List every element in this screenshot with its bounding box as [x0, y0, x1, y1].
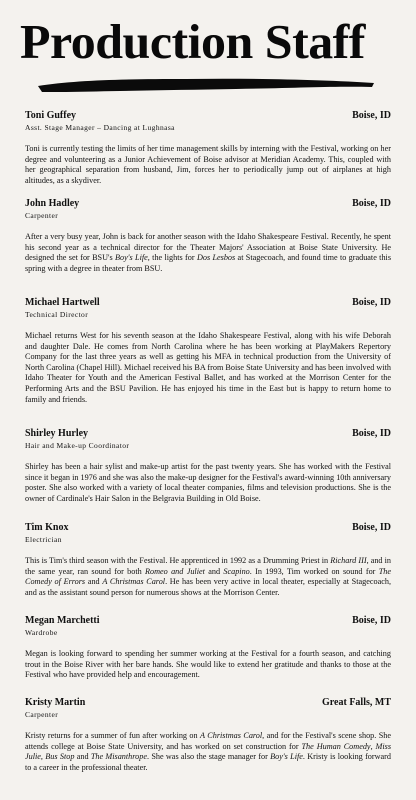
staff-location: Boise, ID — [352, 198, 391, 209]
staff-role: Carpenter — [25, 211, 59, 220]
staff-role: Electrician — [25, 535, 62, 544]
staff-role: Carpenter — [25, 710, 59, 719]
brush-stroke-divider — [36, 76, 376, 94]
staff-bio: After a very busy year, John is back for another season with the Idaho Shakespeare Festival. Recently, he spent his second year as a technical director for the Theater Majors' Association at Boise State University. He designed the set for BSU's Boy's Life, the lights for Dos Lesbos at Stagecoach, and found time to graduate this spring with a degree in theater from BSU. — [25, 232, 392, 273]
staff-role: Technical Director — [25, 310, 89, 319]
staff-bio: Megan is looking forward to spending her summer working at the Festival for a fourth season, and catching trout in the Boise River with her bare hands. She would like to extend her gratitude and thanks to those at the Festival who have provided help and encouragement. — [25, 649, 391, 680]
staff-entry-michael-hartwell — [25, 297, 391, 405]
staff-name: Kristy Martin — [25, 697, 86, 708]
staff-bio: This is Tim's third season with the Festival. He apprenticed in 1992 as a Drumming Priest in Richard III, and in the same year, ran sound for both Romeo and Juliet and Scapino. In 1993, Tim worked on sound for The Comedy of Errors and A Christmas Carol. He has been very active in local theater, especially at Stagecoach, and as the assistant sound person for numerous shows at the Morrison Center. — [25, 556, 392, 597]
staff-role: Asst. Stage Manager – Dancing at Lughnasa — [25, 123, 175, 132]
staff-location: Boise, ID — [352, 615, 391, 626]
staff-location: Boise, ID — [352, 428, 391, 439]
staff-name: John Hadley — [25, 198, 80, 209]
staff-location: Boise, ID — [352, 522, 391, 533]
staff-name: Tim Knox — [25, 522, 69, 533]
staff-entry-tim-knox — [25, 522, 391, 598]
staff-entry-john-hadley — [25, 198, 391, 274]
staff-bio: Kristy returns for a summer of fun after working on A Christmas Carol, and for the Festival's scene shop. She attends college at Boise State University, and has worked on set construction for The Human Comedy, Miss Julie, Bus Stop and The Misanthrope. She was also the stage manager for Boy's Life. Kristy is looking forward to a career in the professional theater. — [25, 731, 392, 772]
staff-entry-shirley-hurley — [25, 428, 391, 504]
staff-entry-kristy-martin — [25, 697, 391, 773]
staff-name: Toni Guffey — [25, 110, 77, 121]
staff-entry-toni-guffey — [25, 110, 391, 186]
staff-location: Boise, ID — [352, 110, 391, 121]
staff-role: Hair and Make-up Coordinator — [25, 441, 130, 450]
staff-name: Shirley Hurley — [25, 428, 89, 439]
page-title: Production Staff — [20, 14, 365, 69]
staff-location: Boise, ID — [352, 297, 391, 308]
staff-name: Megan Marchetti — [25, 615, 100, 626]
staff-name: Michael Hartwell — [25, 297, 100, 308]
staff-role: Wardrobe — [25, 628, 58, 637]
staff-entry-megan-marchetti — [25, 615, 391, 681]
staff-bio: Toni is currently testing the limits of her time management skills by interning with the Festival, working on her degree and volunteering as a Junior Achievement of Boise advisor at Meridian Academy. This, coupled with her geographical separation from husband, Jim, forces her to periodically jump out of airplanes at high altitudes, as a skydiver. — [25, 144, 391, 185]
staff-bio: Shirley has been a hair sylist and make-up artist for the past twenty years. She has worked with the Festival since it began in 1976 and she was also the make-up designer for the Festival's award-winning 10th anniversary poster. She also worked with a variety of local theater companies, films and television productions. She is the owner of Cardinale's Hair Salon in the Belgravia Building in Old Boise. — [25, 462, 391, 503]
staff-location: Great Falls, MT — [322, 697, 391, 708]
staff-bio: Michael returns West for his seventh season at the Idaho Shakespeare Festival, along with his wife Deborah and daughter Dale. He comes from North Carolina where he has been working at PlayMakers Repertory Company for the last three years as well as getting his MFA in technical production from the University of North Carolina (Chapel Hill). Michael received his BA from Boise State University and has been involved with Idaho Theater for Youth and the American Festival Ballet, and has worked at the Morrison Center for the Performing Arts and the BSU Pavilion. He has enjoyed his time in the East but is happy to return home to family and friends. — [25, 331, 391, 404]
